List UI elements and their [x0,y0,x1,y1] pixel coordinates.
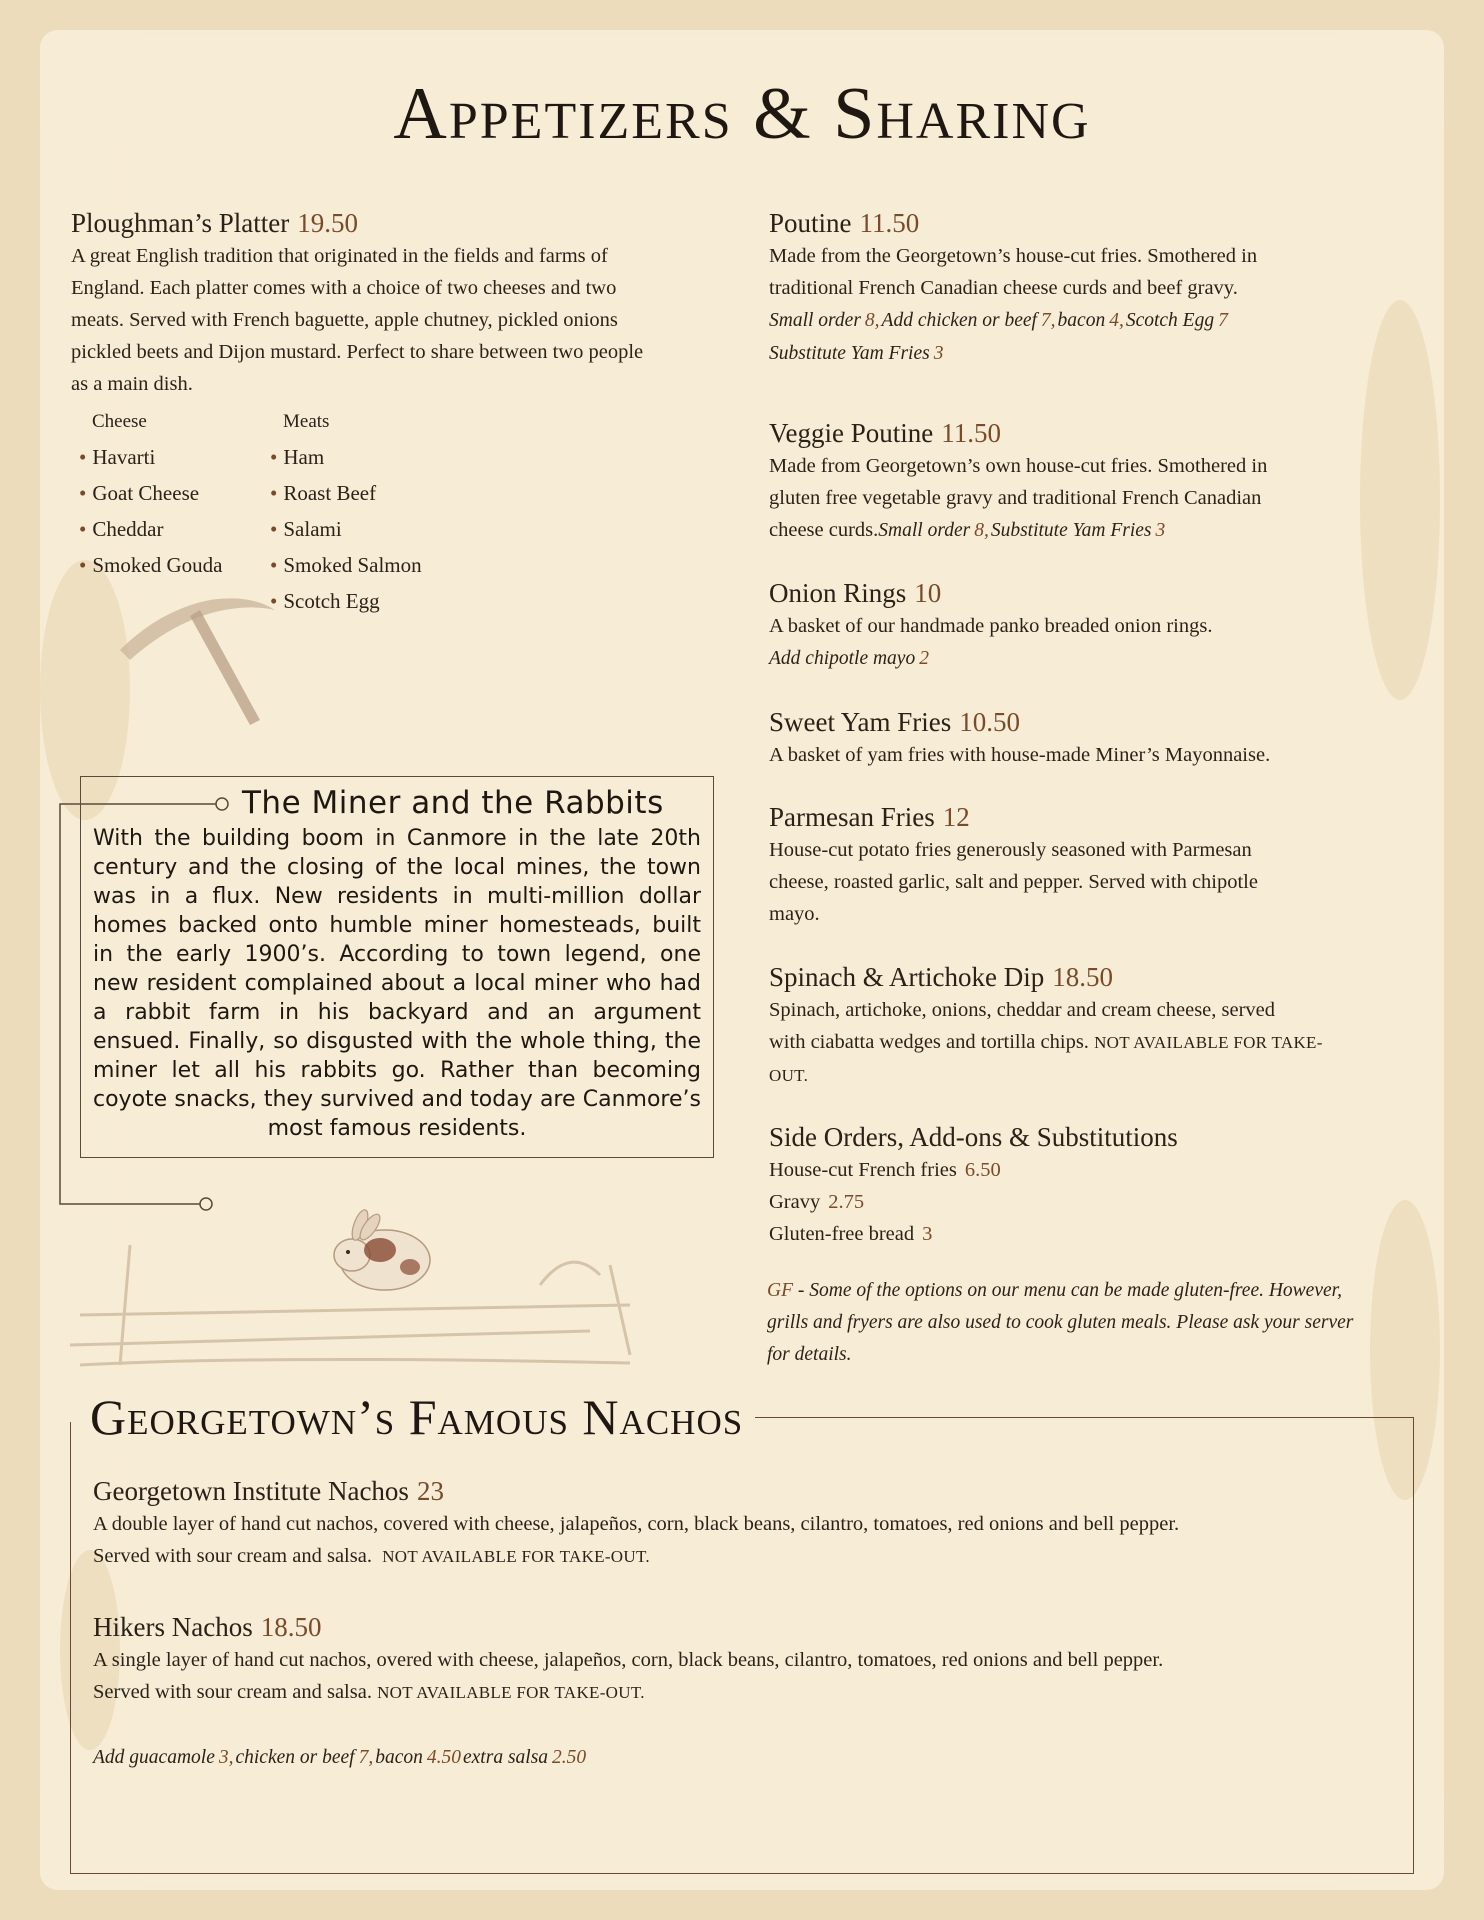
item-description: House-cut potato fries generously seasoned with Parmesan cheese, roasted garlic, salt and pepper. Served with chipotle mayo. [769,839,1258,925]
cheese-list [79,411,222,583]
veggie-poutine-item [769,416,1409,547]
gluten-free-note: GF - Some of the options on our menu can be made gluten-free. However, grills and fryers are also used to cook gluten meals. Please ask your server for details. [767,1280,1354,1365]
item-title: Georgetown Institute Nachos 23 [93,1476,444,1506]
item-price: 10.50 [959,707,1021,737]
item-description: A great English tradition that originated in the fields and farms of England. Each platter comes with a choice of two cheeses and two meats. Served with French baguette, apple chutney, pickled onions pickled beets and Dijon mustard. Perfect to share between two people as a main dish. [71,245,644,395]
meats-header: Meats [283,411,330,432]
list-item: • Havarti [79,445,156,469]
pickaxe-illustration [100,580,290,730]
item-price: 23 [416,1476,444,1506]
item-description: Spinach, artichoke, onions, cheddar and cream cheese, served with ciabatta wedges and tortilla chips. NOT AVAILABLE FOR TAKE- OUT. [769,999,1323,1085]
nachos-addons: Add guacamole 3, chicken or beef 7, bacon 4.50 extra salsa 2.50 [93,1747,587,1768]
item-price: 11.50 [941,418,1001,448]
item-description: A basket of our handmade panko breaded onion rings. Add chipotle mayo 2 [769,615,1213,669]
sweet-yam-fries-item [769,705,1409,771]
item-description: A single layer of hand cut nachos, overed with cheese, jalapeños, corn, black beans, cilantro, tomatoes, red onions and bell pepper. Served with sour cream and salsa. NOT AVAILABLE FOR TAKE-OUT. [93,1649,1164,1703]
list-item: Gravy 2.75 [769,1191,865,1213]
item-price: 19.50 [297,208,358,238]
item-price: 11.50 [859,208,920,238]
item-description: A double layer of hand cut nachos, covered with cheese, jalapeños, corn, black beans, cilantro, tomatoes, red onions and bell pepper. Served with sour cream and salsa. NOT AVAILABLE FOR TAKE-OUT. [93,1513,1180,1567]
item-price: 18.50 [260,1612,322,1642]
cheese-header: Cheese [92,411,147,432]
spinach-dip-item [769,960,1409,1092]
story-title: The Miner and the Rabbits [242,785,664,821]
poutine-item [769,206,1409,370]
item-title: Onion Rings 10 [769,578,942,608]
item-title: Side Orders, Add-ons & Substitutions [769,1122,1178,1152]
rabbit-icon [334,1208,430,1290]
item-title: Parmesan Fries 12 [769,802,970,832]
list-item: • Smoked Gouda [79,553,223,577]
onion-rings-item [769,576,1409,675]
item-title: Sweet Yam Fries 10.50 [769,707,1021,737]
item-description: Made from Georgetown’s own house-cut fries. Smothered in gluten free vegetable gravy and traditional French Canadian cheese curds.Small order 8, Substitute Yam Fries 3 [769,455,1268,541]
list-item: • Salami [270,517,342,541]
rabbit-fence-illustration [70,1205,650,1375]
side-orders-list [769,1154,1409,1250]
meats-list [270,411,422,619]
list-item: • Goat Cheese [79,481,200,505]
page-title: Appetizers & Sharing [393,73,1091,155]
item-price: 18.50 [1052,962,1113,992]
item-title: Hikers Nachos 18.50 [93,1612,322,1642]
item-description: Made from the Georgetown’s house-cut fries. Smothered in traditional French Canadian cheese curds and beef gravy. Small order 8, Add chicken or beef 7, bacon 4, Scotch Egg 7 Substitute Yam Fries 3 [769,245,1258,364]
item-title: Veggie Poutine 11.50 [769,418,1001,448]
list-item: • Smoked Salmon [270,553,422,577]
item-title: Poutine 11.50 [769,208,920,238]
item-description: A basket of yam fries with house-made Miner’s Mayonnaise. [769,744,1271,766]
parmesan-fries-item [769,800,1409,930]
side-orders-section [769,1120,1409,1250]
ploughmans-platter-item [71,206,761,400]
list-item: • Roast Beef [270,481,377,505]
item-price: 10 [914,578,942,608]
institute-nachos-item [93,1474,1403,1573]
list-item: Gluten-free bread 3 [769,1223,933,1245]
list-item: House-cut French fries 6.50 [769,1159,1001,1181]
item-title: Spinach & Artichoke Dip 18.50 [769,962,1113,992]
story-text: With the building boom in Canmore in the late 20th century and the closing of the local mines, the town was in a flux. New residents in multi-million dollar homes backed onto humble miner homesteads, built in the early 1900’s. According to town legend, one new resident complained about a local miner who had a rabbit farm in his backyard and an argument ensued. Finally, so disgusted with the whole thing, the miner let all his rabbits go. Rather than becoming coyote snacks, they survived and today are Canmore’s most famous residents. [93,826,701,1141]
list-item: • Cheddar [79,517,164,541]
item-title: Ploughman’s Platter 19.50 [71,208,358,238]
nachos-section-title: Georgetown’s Famous Nachos [78,1388,755,1446]
hikers-nachos-item [93,1610,1403,1709]
list-item: • Ham [270,445,325,469]
item-price: 12 [942,802,970,832]
list-item: • Scotch Egg [270,589,380,613]
